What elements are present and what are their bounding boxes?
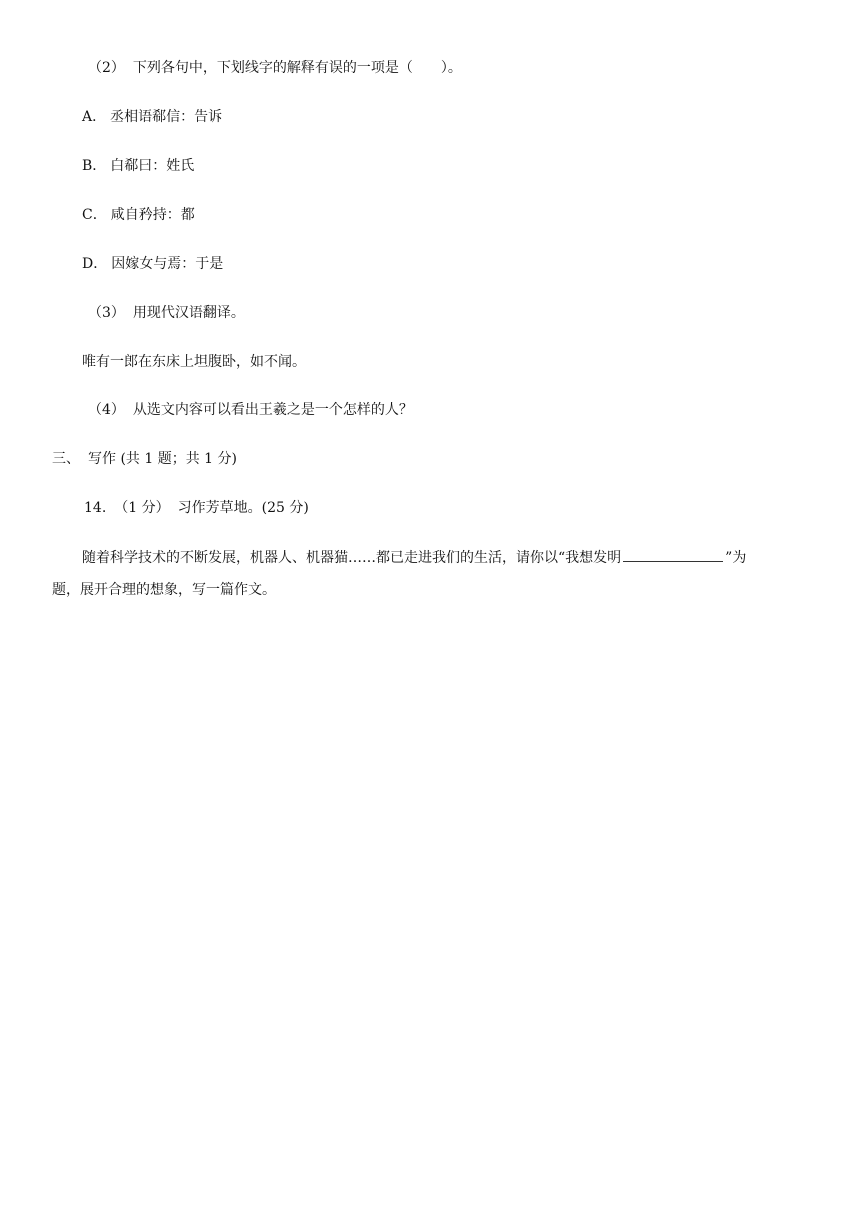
question-4-stem [88, 400, 413, 420]
question-14-prompt-line-2: 题，展开合理的想象，写一篇作文。 [52, 582, 276, 598]
option-a-text: 丞相语郗信：告诉 [110, 109, 223, 125]
option-c-letter: C． [82, 207, 107, 223]
question-3-stem [88, 303, 245, 323]
question-2-text: 下列各句中，下划线字的解释有误的一项是（ ）。 [132, 60, 462, 76]
section-3-title: 写作 (共 1 题；共 1 分) [88, 451, 237, 467]
prompt-text-before-blank: 随着科学技术的不断发展，机器人、机器猫……都已走进我们的生活，请你以“我想发明 [82, 550, 622, 566]
option-a [82, 107, 222, 127]
option-b-letter: B． [82, 158, 107, 174]
option-d-text: 因嫁女与焉：于是 [111, 256, 224, 272]
question-14-score: （1 分） [114, 500, 170, 516]
question-14-title: 习作芳草地。(25 分) [177, 500, 309, 516]
option-d-letter: D． [82, 256, 108, 272]
option-d [82, 254, 223, 274]
section-3-number: 三、 [52, 451, 80, 467]
question-2-stem [88, 58, 462, 78]
option-b [82, 156, 194, 176]
question-14-prompt-line-1 [82, 547, 746, 568]
question-4-text: 从选文内容可以看出王羲之是一个怎样的人？ [132, 402, 413, 418]
question-2-number: （2） [88, 60, 125, 76]
question-14-heading [84, 498, 309, 518]
option-a-letter: A． [82, 109, 107, 125]
option-b-text: 白郗曰：姓氏 [110, 158, 195, 174]
prompt-text-after-blank: ”为 [725, 550, 747, 566]
option-c [82, 205, 195, 225]
section-3-heading [52, 449, 237, 469]
question-3-number: （3） [88, 305, 125, 321]
question-3-text: 用现代汉语翻译。 [132, 305, 245, 321]
title-blank [623, 547, 723, 562]
question-3-sentence: 唯有一郎在东床上坦腹卧，如不闻。 [82, 354, 306, 370]
option-c-text: 咸自矜持：都 [110, 207, 195, 223]
question-14-number: 14. [84, 500, 107, 516]
question-4-number: （4） [88, 402, 125, 418]
